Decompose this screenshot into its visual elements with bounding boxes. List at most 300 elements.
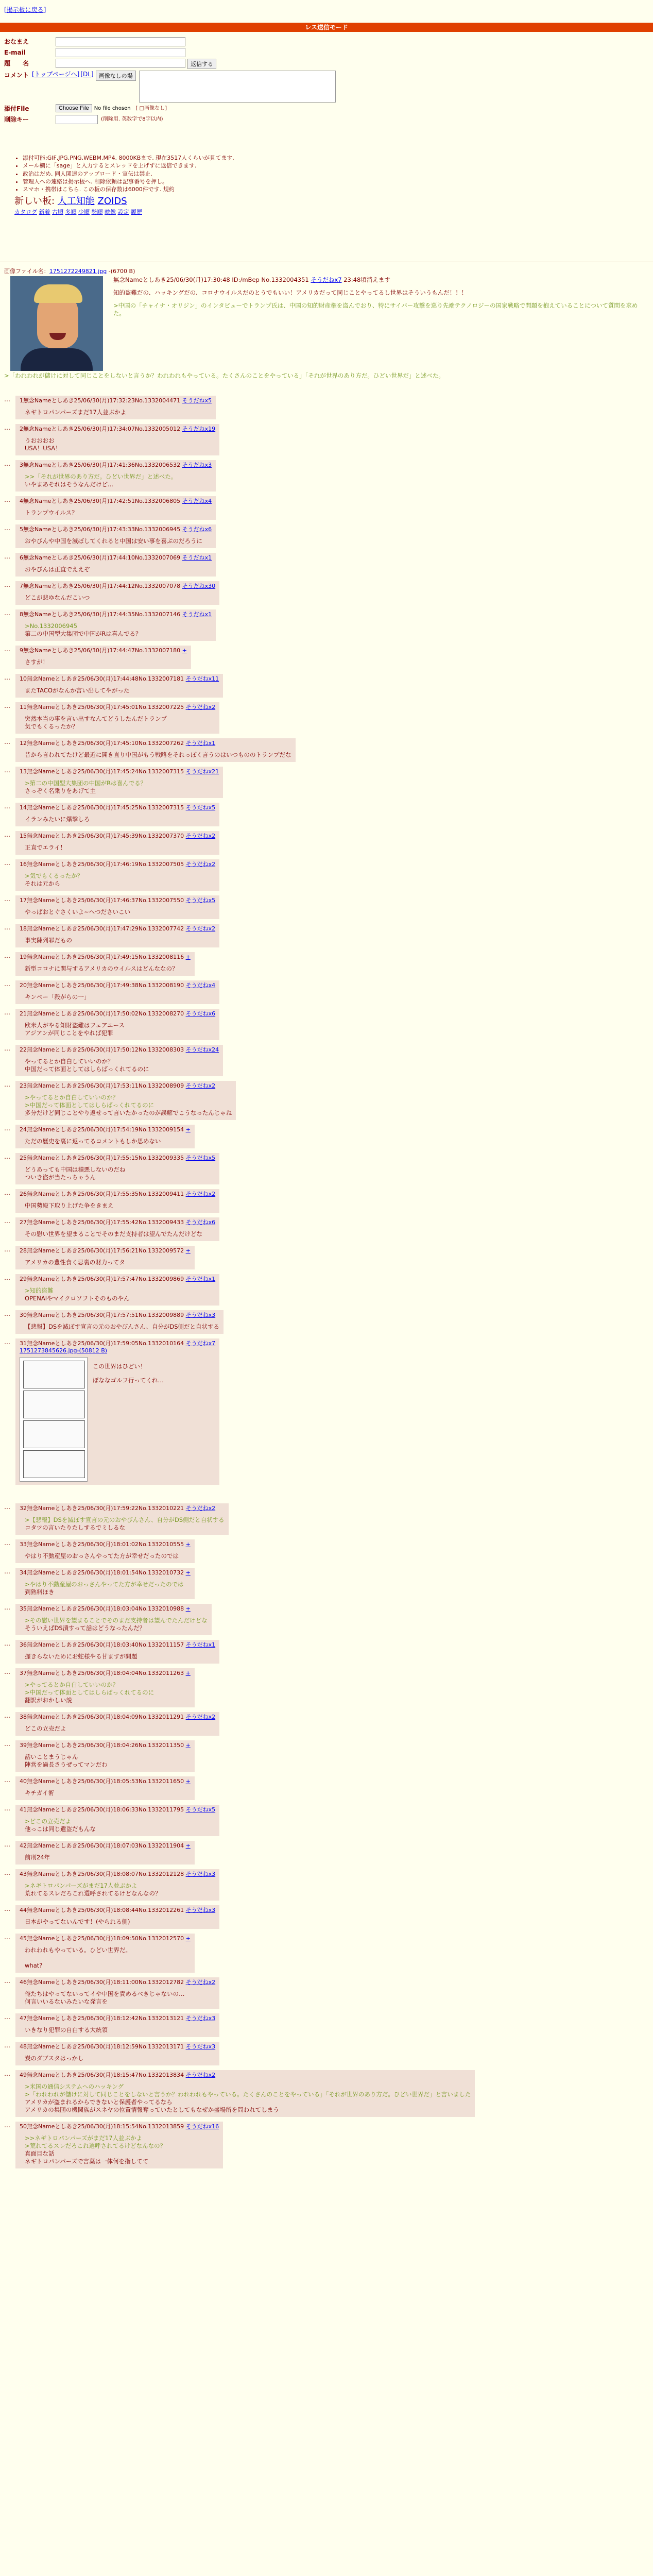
reply-box (15, 1045, 223, 1076)
reply-line: いきなり犯罪の自白する大統領 (25, 2026, 108, 2034)
reply-box (15, 396, 216, 419)
reply-line: どこが悲ゆなんだこいつ (25, 594, 90, 602)
reply-post (4, 460, 216, 492)
reply-number: 41 (20, 1806, 27, 1813)
reply-number: 3 (20, 462, 23, 468)
reply-line: アジアンが同じことをやれば犯罪 (25, 1029, 113, 1037)
reply-line: おやびんや中国を滅ぼしてくれると中国は安い事を喜ぶのだろうに (25, 537, 202, 545)
reply-line: >知的盗難 (25, 1287, 54, 1295)
reply-number: 7 (20, 583, 23, 589)
reply-number: 24 (20, 1126, 27, 1133)
reply-text (25, 1753, 191, 1769)
reply-number: 37 (20, 1670, 27, 1676)
reply-text (25, 1166, 215, 1181)
sodane-button[interactable]: そうだねx2 (185, 2072, 216, 2078)
sodane-button[interactable]: そうだねx1 (185, 1641, 216, 1648)
reply-header (20, 2043, 215, 2050)
reply-text (25, 1581, 191, 1596)
reply-meta[interactable]: 無念Nameとしあき25/06/30(月)17:44:47No.1332007180 (23, 647, 181, 654)
reply-line: >気でもくるったか？ (25, 872, 83, 880)
reply-number: 23 (20, 1082, 27, 1089)
momentum-link[interactable]: 勢順 (91, 208, 103, 215)
reply-post (4, 980, 219, 1004)
reply-header (20, 1276, 215, 1283)
sodane-button[interactable]: そうだねx4 (182, 498, 212, 504)
reply-line: ぼななゴルフ行ってくれ… (93, 1376, 164, 1384)
reply-number: 33 (20, 1541, 27, 1548)
sodane-button[interactable]: そうだねx2 (185, 1714, 216, 1720)
reply-line: どこの立売だよ (25, 1725, 66, 1733)
reply-number: 44 (20, 1907, 27, 1913)
reply-box (15, 1841, 195, 1865)
reply-line: 中国だって体面としてはしらばっくれてるのに (25, 1065, 149, 1073)
reply-box (15, 1668, 195, 1707)
reply-meta[interactable]: 無念Nameとしあき25/06/30(月)18:03:04No.1332010988 (27, 1605, 184, 1612)
reply-meta[interactable]: 無念Nameとしあき25/06/30(月)17:50:12No.1332008303 (27, 1046, 184, 1053)
reply-meta[interactable]: 無念Nameとしあき25/06/30(月)17:50:02No.1332008270 (27, 1010, 184, 1017)
reply-box (15, 1009, 219, 1040)
reply-header (20, 1979, 215, 1986)
new-board-link-zoids[interactable]: ZOIDS (97, 196, 127, 207)
reply-meta[interactable]: 無念Nameとしあき25/06/30(月)17:32:23No.1332004471 (23, 397, 181, 404)
reply-post (4, 1045, 223, 1076)
op-quote: >「われわれが儲けに対して同じことをしないと言うか？われわれもやっている。たくさんのことをやっている」「それが世界のあり方だ。ひどい世界だ」と述べた。 (4, 372, 444, 379)
reply-box (15, 1539, 195, 1563)
comment-label: コメント (4, 72, 29, 79)
reply-text (25, 409, 212, 416)
reply-line: コタツの言いたりたしするでミしるな (25, 1524, 126, 1532)
sodane-button[interactable]: + (185, 1541, 191, 1548)
reply-box (15, 1869, 219, 1901)
sodane-button[interactable]: そうだねx3 (185, 2043, 216, 2050)
reply-post (4, 2070, 475, 2117)
reply-text (25, 751, 291, 759)
sodane-button[interactable]: そうだねx5 (185, 1155, 216, 1161)
reply-box (15, 1905, 219, 1929)
reply-meta[interactable]: 無念Nameとしあき25/06/30(月)17:45:01No.1332007225 (27, 704, 184, 710)
reply-thumbnail[interactable] (20, 1357, 88, 1482)
sodane-button[interactable]: そうだねx4 (185, 982, 216, 989)
rule-item: • 添付可能:GIF,JPG,PNG,WEBM,MP4. 8000KBまで. 現在3517人くらいが見てます. (23, 155, 478, 162)
sodane-button[interactable]: そうだねx2 (185, 861, 216, 868)
reply-post (4, 1568, 195, 1599)
reply-post (4, 1934, 195, 1973)
reply-line: USA！USA！ (25, 445, 61, 452)
reply-marker: … (4, 496, 10, 503)
reply-line: 昔から言われてたけど最近に開き直り中国がもう戦略をそれっぽく言うのはいつもののトランプだな (25, 751, 291, 759)
reply-number: 9 (20, 647, 23, 654)
reply-text (25, 2083, 471, 2114)
reply-number: 28 (20, 1247, 27, 1254)
delete-key-label: 削除キー (4, 115, 29, 123)
sodane-button[interactable]: そうだねx2 (185, 1082, 216, 1089)
email-input[interactable] (56, 48, 185, 57)
name-input[interactable] (56, 37, 185, 46)
sodane-button[interactable]: + (185, 1605, 191, 1612)
reply-box (15, 424, 219, 455)
reply-meta[interactable]: 無念Nameとしあき25/06/30(月)17:44:10No.1332007069 (23, 554, 181, 561)
new-board-line (14, 195, 478, 207)
sodane-button[interactable]: そうだねx3 (185, 1907, 216, 1913)
reply-meta[interactable]: 無念Nameとしあき25/06/30(月)18:04:26No.1332011350 (27, 1742, 184, 1749)
reply-post (4, 767, 223, 798)
sodane-button[interactable]: + (185, 1742, 191, 1749)
reply-number: 18 (20, 925, 27, 932)
reply-header (20, 462, 212, 469)
sodane-button[interactable]: そうだねx2 (185, 833, 216, 839)
reply-box (15, 924, 219, 947)
reply-meta[interactable]: 無念Nameとしあき25/06/30(月)17:46:19No.1332007505 (27, 861, 184, 868)
sodane-button[interactable]: + (185, 1569, 191, 1576)
reply-box (15, 767, 223, 798)
sodane-button[interactable]: そうだねx19 (182, 426, 216, 432)
reply-box (15, 1310, 224, 1334)
oekaki-link[interactable]: [DL] (80, 71, 94, 78)
reply-number: 15 (20, 833, 27, 839)
back-to-board-link[interactable]: [掲示板に戻る] (4, 6, 46, 13)
reply-box (15, 803, 219, 826)
reply-post (4, 952, 195, 976)
reply-text (25, 1516, 225, 1532)
sodane-button[interactable]: + (185, 1842, 191, 1849)
reply-marker: … (4, 609, 10, 617)
reply-post (4, 2042, 219, 2065)
few-link[interactable]: 少順 (78, 208, 90, 215)
reply-text (25, 473, 212, 488)
reply-meta[interactable]: 無念Nameとしあき25/06/30(月)17:49:38No.1332008190 (27, 982, 184, 989)
sodane-button[interactable]: そうだねx5 (185, 1806, 216, 1813)
reply-box (15, 831, 219, 855)
sodane-button[interactable]: そうだねx16 (185, 2123, 219, 2130)
reply-marker: … (4, 1246, 10, 1253)
sodane-button[interactable]: そうだねx7 (311, 276, 342, 283)
reply-header (20, 1312, 219, 1319)
reply-meta[interactable]: 無念Nameとしあき25/06/30(月)18:07:03No.1332011904 (27, 1842, 184, 1849)
reply-meta[interactable]: 無念Nameとしあき25/06/30(月)17:55:15No.1332009335 (27, 1155, 184, 1161)
reply-line: 荒れてるスレだろこれ選呼されてるけどなんなの？ (25, 1890, 161, 1897)
reply-meta[interactable]: 無念Nameとしあき25/06/30(月)17:44:35No.1332007146 (23, 611, 181, 618)
reply-marker: … (4, 1905, 10, 1912)
op-file-link[interactable]: 1751272249821.jpg (49, 268, 107, 275)
reply-post (4, 1869, 219, 1901)
reply-line: 俺たちはやってないってイや中国を責めるべきじゃないの… (25, 1990, 185, 1998)
history-link[interactable]: 履歴 (131, 208, 142, 215)
sodane-button[interactable]: そうだねx2 (185, 925, 216, 932)
reply-text (25, 872, 215, 888)
op-image[interactable] (10, 276, 103, 371)
reply-post (4, 2013, 219, 2037)
reply-meta[interactable]: 無念Nameとしあき25/06/30(月)18:08:44No.1332012261 (27, 1907, 184, 1913)
sodane-button[interactable]: そうだねx6 (182, 526, 212, 533)
sodane-button[interactable]: そうだねx3 (185, 2015, 216, 2022)
reply-header (20, 2015, 215, 2022)
reply-meta[interactable]: 無念Nameとしあき25/06/30(月)18:12:59No.1332013171 (27, 2043, 184, 2050)
reply-marker: … (4, 524, 10, 532)
reply-line: いやまあそれはそうなんだけど... (25, 481, 113, 488)
reply-marker: … (4, 767, 10, 774)
submit-button[interactable]: 返信する (187, 59, 216, 69)
reply-box (15, 1568, 195, 1599)
reply-marker: … (4, 1539, 10, 1547)
reply-box (15, 1217, 219, 1241)
reply-header (20, 1191, 215, 1198)
reply-meta[interactable]: 無念Nameとしあき25/06/30(月)17:55:35No.1332009411 (27, 1191, 184, 1197)
reply-header (20, 1670, 191, 1677)
reply-meta[interactable]: 無念Nameとしあき25/06/30(月)18:04:09No.1332011291 (27, 1714, 184, 1720)
reply-meta[interactable]: 無念Nameとしあき25/06/30(月)17:59:05No.1332010164 (27, 1340, 184, 1347)
sodane-button[interactable]: そうだねx1 (182, 611, 212, 618)
reply-header (20, 675, 219, 683)
subject-input[interactable] (56, 59, 185, 68)
no-image-checkbox[interactable]: [ □画像なし] (135, 106, 167, 111)
sodane-button[interactable]: そうだねx3 (182, 462, 212, 468)
reply-marker: … (4, 674, 10, 681)
reply-header (20, 2123, 219, 2130)
reply-post (4, 674, 223, 698)
file-none-text: No file chosen (94, 106, 131, 111)
reply-marker: … (4, 1338, 10, 1346)
reply-post (4, 1125, 195, 1148)
top-page-link[interactable]: [トップページへ] (32, 71, 80, 78)
old-link[interactable]: 古順 (52, 208, 63, 215)
reply-meta[interactable]: 無念Nameとしあき25/06/30(月)17:46:37No.1332007550 (27, 897, 184, 904)
reply-text (25, 1022, 215, 1037)
video-link[interactable]: 映像 (105, 208, 116, 215)
reply-meta[interactable]: 無念Nameとしあき25/06/30(月)17:56:21No.1332009572 (27, 1247, 184, 1254)
reply-box (15, 1776, 195, 1800)
reply-header (20, 426, 215, 433)
op-text: 知的盗難だの、ハッキングだの、コロナウイルスだのとうでもいい！アメリカだって同じことやってるし世界はそういうもんだ！！！ (113, 289, 468, 296)
reply-number: 34 (20, 1569, 27, 1576)
reply-text (25, 1259, 191, 1266)
reply-meta[interactable]: 無念Nameとしあき25/06/30(月)17:59:22No.1332010221 (27, 1505, 184, 1512)
sodane-button[interactable]: そうだねx3 (185, 1871, 216, 1877)
reply-text (25, 1617, 208, 1632)
reply-meta[interactable]: 無念Nameとしあき25/06/30(月)17:45:39No.1332007370 (27, 833, 184, 839)
reply-number: 14 (20, 804, 27, 811)
reply-meta[interactable]: 無念Nameとしあき25/06/30(月)17:47:29No.1332007742 (27, 925, 184, 932)
reply-meta[interactable]: 無念Nameとしあき25/06/30(月)18:09:50No.1332012570 (27, 1935, 184, 1942)
sodane-button[interactable]: + (185, 1778, 191, 1785)
reply-meta[interactable]: 無念Nameとしあき25/06/30(月)17:43:33No.1332006945 (23, 526, 181, 533)
reply-box (15, 646, 191, 669)
reply-number: 36 (20, 1641, 27, 1648)
reply-meta[interactable]: 無念Nameとしあき25/06/30(月)17:55:42No.1332009433 (27, 1219, 184, 1226)
reply-text (25, 594, 215, 602)
reply-box (15, 496, 216, 520)
reply-post (4, 1668, 195, 1707)
sodane-button[interactable]: そうだねx30 (182, 583, 216, 589)
reply-header (20, 1842, 191, 1850)
sodane-button[interactable]: そうだねx1 (182, 554, 212, 561)
reply-marker: … (4, 831, 10, 838)
reply-file-link[interactable]: 1751273845626.jpg-(50812 B) (20, 1347, 108, 1354)
settings-link[interactable]: 設定 (117, 208, 129, 215)
reply-line: >やってるとか自白していいのか？ (25, 1681, 119, 1689)
reply-marker: … (4, 1668, 10, 1675)
reply-post (4, 1189, 219, 1213)
reply-post (4, 424, 219, 455)
reply-box (15, 1740, 195, 1772)
reply-meta[interactable]: 無念Nameとしあき25/06/30(月)17:41:36No.1332006532 (23, 462, 181, 468)
reply-line: 中国勢殿下取り上げた争をきまえ (25, 1202, 114, 1210)
reply-marker: … (4, 1310, 10, 1317)
reply-meta[interactable]: 無念Nameとしあき25/06/30(月)17:57:47No.1332009869 (27, 1276, 184, 1282)
reply-box (15, 553, 216, 577)
sodane-button[interactable]: そうだねx2 (185, 1505, 216, 1512)
reply-meta[interactable]: 無念Nameとしあき25/06/30(月)17:57:51No.1332009889 (27, 1312, 184, 1318)
reply-meta[interactable]: 無念Nameとしあき25/06/30(月)17:54:19No.1332009154 (27, 1126, 184, 1133)
sodane-button[interactable]: そうだねx6 (185, 1010, 216, 1017)
reply-number: 43 (20, 1871, 27, 1877)
reply-marker: … (4, 1805, 10, 1812)
reply-box (15, 1503, 229, 1535)
reply-meta[interactable]: 無念Nameとしあき25/06/30(月)17:34:07No.1332005012 (23, 426, 181, 432)
reply-text (25, 1882, 215, 1897)
sodane-button[interactable]: そうだねx5 (182, 397, 212, 404)
reply-meta[interactable]: 無念Nameとしあき25/06/30(月)17:45:24No.1332007315 (27, 768, 184, 775)
reply-header (20, 1714, 215, 1721)
sodane-button[interactable]: + (185, 1935, 191, 1942)
reply-marker: … (4, 2042, 10, 2049)
reply-box (15, 1246, 195, 1269)
sodane-button[interactable]: そうだねx5 (185, 897, 216, 904)
reply-box (15, 1805, 219, 1836)
sodane-button[interactable]: そうだねx21 (185, 768, 219, 775)
reply-line: >No.1332006945 (25, 622, 77, 630)
sodane-button[interactable]: + (185, 1670, 191, 1676)
reply-line: 前刑24年 (25, 1854, 50, 1861)
sodane-button[interactable]: そうだねx7 (185, 1340, 216, 1347)
sodane-button[interactable]: そうだねx2 (185, 704, 216, 710)
sodane-button[interactable]: そうだねx2 (185, 1191, 216, 1197)
catalog-links (14, 209, 478, 216)
reply-meta[interactable]: 無念Nameとしあき25/06/30(月)17:44:12No.1332007078 (23, 583, 181, 589)
reply-header (20, 611, 212, 618)
reply-line: われわれもやっている。ひどい世界だ。 (25, 1946, 131, 1954)
reply-post (4, 924, 219, 947)
reply-text (25, 1138, 191, 1145)
reply-post (4, 2122, 223, 2168)
reply-post (4, 396, 216, 419)
sodane-button[interactable]: + (185, 954, 191, 960)
reply-meta[interactable]: 無念Nameとしあき25/06/30(月)18:11:00No.1332012782 (27, 1979, 184, 1986)
sodane-button[interactable]: + (185, 1126, 191, 1133)
reply-line: 陣営を過長さうぜってマンだわ (25, 1761, 108, 1769)
reply-marker: … (4, 424, 10, 431)
many-link[interactable]: 多順 (65, 208, 77, 215)
reply-line: キンペー「殺がらの一」 (25, 993, 90, 1001)
reply-number: 42 (20, 1842, 27, 1849)
reply-line: ただの歴史を裏に返ってるコメントもしか思めない (25, 1138, 161, 1145)
reply-meta[interactable]: 無念Nameとしあき25/06/30(月)18:15:47No.1332013834 (27, 2072, 184, 2078)
reply-meta[interactable]: 無念Nameとしあき25/06/30(月)18:08:07No.1332012128 (27, 1871, 184, 1877)
reply-text (25, 509, 212, 517)
reply-meta[interactable]: 無念Nameとしあき25/06/30(月)18:05:53No.1332011650 (27, 1778, 184, 1785)
sodane-button[interactable]: そうだねx24 (185, 1046, 219, 1053)
reply-text (25, 1552, 191, 1560)
reply-line: ネギトロパンパーズで言葉は一体何を指してて (25, 2158, 149, 2165)
reply-number: 22 (20, 1046, 27, 1053)
reply-meta[interactable]: 無念Nameとしあき25/06/30(月)17:44:48No.1332007181 (27, 675, 184, 682)
reply-text (25, 1202, 215, 1210)
reply-text (25, 1854, 191, 1861)
sodane-button[interactable]: そうだねx11 (185, 675, 219, 682)
sodane-button[interactable]: そうだねx6 (185, 1219, 216, 1226)
reply-meta[interactable]: 無念Nameとしあき25/06/30(月)18:03:40No.1332011157 (27, 1641, 184, 1648)
sodane-button[interactable]: そうだねx5 (185, 804, 216, 811)
reply-meta[interactable]: 無念Nameとしあき25/06/30(月)18:04:04No.1332011263 (27, 1670, 184, 1676)
reply-line: その慰い世界を望まることでそのまだ支持者は望んでたんだけどな (25, 1230, 202, 1238)
reply-meta[interactable]: 無念Nameとしあき25/06/30(月)18:01:54No.1332010732 (27, 1569, 184, 1576)
reply-meta[interactable]: 無念Nameとしあき25/06/30(月)18:15:54No.1332013859 (27, 2123, 184, 2130)
reply-text (25, 937, 215, 944)
reply-marker: … (4, 980, 10, 988)
reply-number: 5 (20, 526, 23, 533)
reply-post (4, 553, 216, 577)
reply-meta[interactable]: 無念Nameとしあき25/06/30(月)17:45:10No.1332007262 (27, 740, 184, 747)
reply-text (25, 566, 212, 573)
sodane-button[interactable]: + (185, 1247, 191, 1254)
reply-meta[interactable]: 無念Nameとしあき25/06/30(月)18:06:33No.1332011795 (27, 1806, 184, 1813)
reply-number: 39 (20, 1742, 27, 1749)
reply-meta[interactable]: 無念Nameとしあき25/06/30(月)17:42:51No.1332006805 (23, 498, 181, 504)
reply-post (4, 1712, 219, 1736)
comment-textarea[interactable] (139, 71, 336, 103)
reply-line: 何言いいるないみたいな発言を (25, 1998, 108, 2006)
board-rules (14, 155, 478, 216)
reply-line: 突然本当の事を言い出すなんてどうしたんだトランプ (25, 715, 167, 723)
reply-header (20, 1641, 215, 1649)
reply-marker: … (4, 1568, 10, 1575)
reply-number: 17 (20, 897, 27, 904)
reply-line: 【悲報】DSを滅ぼす宣言の元のおやびんさん、自分がDS側だと自状する (25, 1323, 219, 1331)
delete-key-input[interactable] (56, 115, 98, 124)
reply-text (93, 1357, 164, 1482)
reply-text (25, 1653, 215, 1660)
reply-line: what? (25, 1962, 43, 1970)
reply-number: 49 (20, 2072, 27, 2078)
reply-meta[interactable]: 無念Nameとしあき25/06/30(月)17:49:15No.1332008116 (27, 954, 184, 960)
reply-header (20, 1605, 208, 1613)
file-label: 添付File (4, 105, 29, 112)
reply-header (20, 704, 215, 711)
reply-number: 31 (20, 1340, 27, 1347)
reply-meta[interactable]: 無念Nameとしあき25/06/30(月)18:12:42No.1332013121 (27, 2015, 184, 2022)
reply-line: キチガイ術 (25, 1789, 54, 1797)
reply-box (15, 581, 219, 605)
reply-meta[interactable]: 無念Nameとしあき25/06/30(月)18:01:02No.1332010555 (27, 1541, 184, 1548)
choose-file-button[interactable]: Choose File (56, 104, 92, 112)
no-image-button[interactable]: 画像なしの場 (96, 71, 136, 81)
sodane-button[interactable]: そうだねx3 (185, 1312, 216, 1318)
new-board-link-ai[interactable]: 人工知能 (57, 196, 95, 207)
sodane-button[interactable]: そうだねx2 (185, 1979, 216, 1986)
reply-meta[interactable]: 無念Nameとしあき25/06/30(月)17:45:25No.1332007315 (27, 804, 184, 811)
sodane-button[interactable]: + (182, 647, 187, 654)
new-link[interactable]: 新着 (39, 208, 50, 215)
sodane-button[interactable]: そうだねx1 (185, 1276, 216, 1282)
reply-marker: … (4, 1045, 10, 1052)
reply-marker: … (4, 1081, 10, 1088)
reply-meta[interactable]: 無念Nameとしあき25/06/30(月)17:53:11No.1332008909 (27, 1082, 184, 1089)
reply-marker: … (4, 1712, 10, 1719)
reply-header (20, 925, 215, 933)
catalog-link[interactable]: カタログ (14, 208, 37, 215)
sodane-button[interactable]: そうだねx1 (185, 740, 216, 747)
reply-box (15, 460, 216, 492)
reply-box (15, 524, 216, 548)
